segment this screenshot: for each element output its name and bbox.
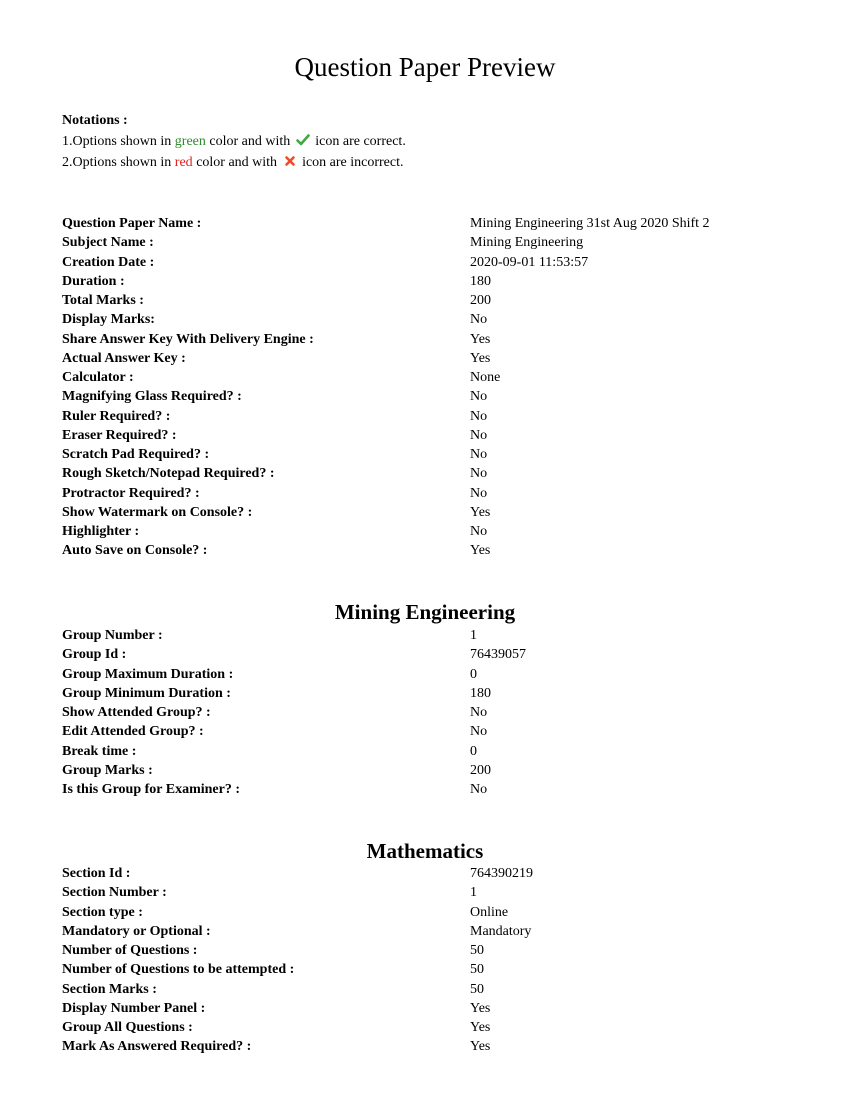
notations	[62, 110, 406, 173]
notation-text: icon are correct.	[311, 134, 406, 149]
section-title: Mathematics	[366, 839, 484, 863]
info-label: Number of Questions to be attempted :	[62, 962, 295, 978]
info-label: Show Attended Group? :	[62, 705, 211, 720]
info-value: Mining Engineering	[470, 235, 584, 251]
info-row	[62, 780, 802, 799]
notation-text: icon are incorrect.	[298, 155, 404, 170]
info-label: Highlighter :	[62, 524, 140, 539]
info-value: No	[470, 408, 488, 424]
info-row	[62, 742, 802, 761]
info-label: Question Paper Name :	[62, 216, 202, 231]
group-title: Mining Engineering	[334, 600, 516, 624]
notations-heading: Notations :	[62, 113, 128, 128]
info-row	[62, 999, 802, 1018]
info-value: Online	[470, 904, 509, 920]
info-value: 2020-09-01 11:53:57	[470, 254, 589, 270]
info-value: 50	[470, 962, 484, 978]
info-label: Show Watermark on Console? :	[62, 504, 253, 520]
notation-text: color and with	[192, 155, 281, 170]
info-row	[62, 484, 802, 503]
info-label: Mark As Answered Required? :	[62, 1039, 252, 1055]
info-row	[62, 980, 802, 999]
info-value: No	[470, 466, 488, 482]
info-row	[62, 522, 802, 541]
info-value: 180	[470, 273, 491, 289]
info-value: Yes	[470, 543, 491, 559]
info-row	[62, 1018, 802, 1037]
info-label: Total Marks :	[62, 293, 144, 308]
info-value: None	[470, 370, 501, 385]
info-label: Group Minimum Duration :	[62, 685, 231, 701]
info-label: Group All Questions :	[62, 1020, 193, 1035]
info-label: Duration :	[62, 273, 125, 289]
info-label: Section Number :	[62, 885, 167, 901]
info-value: No	[470, 524, 488, 539]
info-row	[62, 310, 802, 329]
info-value: No	[470, 447, 488, 462]
info-row	[62, 960, 802, 979]
green-word: green	[174, 134, 206, 149]
info-label: Calculator :	[62, 370, 134, 385]
info-label: Section Id :	[62, 866, 131, 881]
info-label: Break time :	[62, 743, 137, 759]
info-value: Yes	[470, 1039, 491, 1055]
info-row	[62, 903, 802, 922]
info-row	[62, 291, 802, 310]
info-value: No	[470, 724, 488, 740]
info-row	[62, 253, 802, 272]
info-label: Eraser Required? :	[62, 427, 177, 443]
info-row	[62, 214, 802, 233]
info-value: Yes	[470, 1020, 491, 1035]
info-value: 764390219	[470, 866, 533, 881]
red-word: red	[174, 155, 193, 170]
notation-text: 2.Options shown in	[62, 155, 175, 170]
info-label: Actual Answer Key :	[62, 350, 186, 366]
info-value: Mandatory	[470, 923, 532, 939]
info-value: 76439057	[470, 647, 526, 663]
paper-info-table	[62, 214, 802, 561]
info-label: Group Number :	[62, 628, 163, 643]
info-label: Section Marks :	[62, 981, 157, 997]
info-row	[62, 703, 802, 722]
info-label: Is this Group for Examiner? :	[62, 782, 240, 797]
info-label: Display Marks:	[62, 312, 155, 328]
info-row	[62, 445, 802, 464]
info-row	[62, 684, 802, 703]
info-label: Group Marks :	[62, 762, 153, 778]
info-row	[62, 330, 802, 349]
check-icon	[296, 133, 310, 147]
info-label: Share Answer Key With Delivery Engine :	[62, 331, 314, 347]
info-row	[62, 665, 802, 684]
info-row	[62, 407, 802, 426]
info-label: Rough Sketch/Notepad Required? :	[62, 466, 275, 482]
info-value: 50	[470, 943, 484, 958]
cross-icon	[283, 154, 297, 168]
info-row	[62, 883, 802, 902]
info-value: 180	[470, 685, 491, 701]
notation-text: color and with	[205, 134, 294, 149]
info-label: Display Number Panel :	[62, 1000, 206, 1016]
info-label: Group Maximum Duration :	[62, 666, 234, 682]
info-value: No	[470, 782, 488, 797]
info-row	[62, 387, 802, 406]
page-title: Question Paper Preview	[294, 52, 556, 82]
info-value: Yes	[470, 350, 491, 366]
info-label: Group Id :	[62, 647, 127, 663]
info-label: Number of Questions :	[62, 943, 198, 958]
notation-incorrect	[62, 152, 406, 173]
info-label: Section type :	[62, 904, 143, 920]
info-row	[62, 941, 802, 960]
info-label: Magnifying Glass Required? :	[62, 389, 242, 405]
info-row	[62, 541, 802, 560]
notation-text: 1.Options shown in	[62, 134, 175, 149]
info-row	[62, 645, 802, 664]
info-row	[62, 233, 802, 252]
notation-correct	[62, 131, 406, 152]
info-row	[62, 626, 802, 645]
info-label: Protractor Required? :	[62, 485, 200, 501]
info-value: 0	[470, 666, 477, 682]
info-label: Edit Attended Group? :	[62, 724, 204, 740]
info-row	[62, 349, 802, 368]
info-value: Mining Engineering 31st Aug 2020 Shift 2	[470, 216, 710, 231]
info-row	[62, 722, 802, 741]
info-row	[62, 272, 802, 291]
info-label: Scratch Pad Required? :	[62, 447, 210, 462]
info-value: 200	[470, 293, 491, 308]
info-row	[62, 922, 802, 941]
info-row	[62, 503, 802, 522]
info-value: No	[470, 705, 488, 720]
info-row	[62, 864, 802, 883]
info-value: No	[470, 389, 488, 405]
info-value: Yes	[470, 331, 491, 347]
info-value: No	[470, 427, 488, 443]
info-label: Mandatory or Optional :	[62, 923, 211, 939]
section-info-table	[62, 864, 802, 1057]
info-value: No	[470, 485, 488, 501]
info-value: Yes	[470, 504, 491, 520]
info-row	[62, 368, 802, 387]
info-row	[62, 426, 802, 445]
info-value: No	[470, 312, 488, 328]
info-value: 0	[470, 743, 477, 759]
info-label: Ruler Required? :	[62, 408, 171, 424]
info-row	[62, 1037, 802, 1056]
info-value: 1	[470, 628, 477, 643]
info-label: Subject Name :	[62, 235, 154, 251]
info-value: 50	[470, 981, 484, 997]
info-label: Creation Date :	[62, 254, 155, 270]
info-label: Auto Save on Console? :	[62, 543, 208, 559]
info-row	[62, 464, 802, 483]
info-value: 200	[470, 762, 491, 778]
group-info-table	[62, 626, 802, 799]
info-value: Yes	[470, 1000, 491, 1016]
info-value: 1	[470, 885, 477, 901]
info-row	[62, 761, 802, 780]
